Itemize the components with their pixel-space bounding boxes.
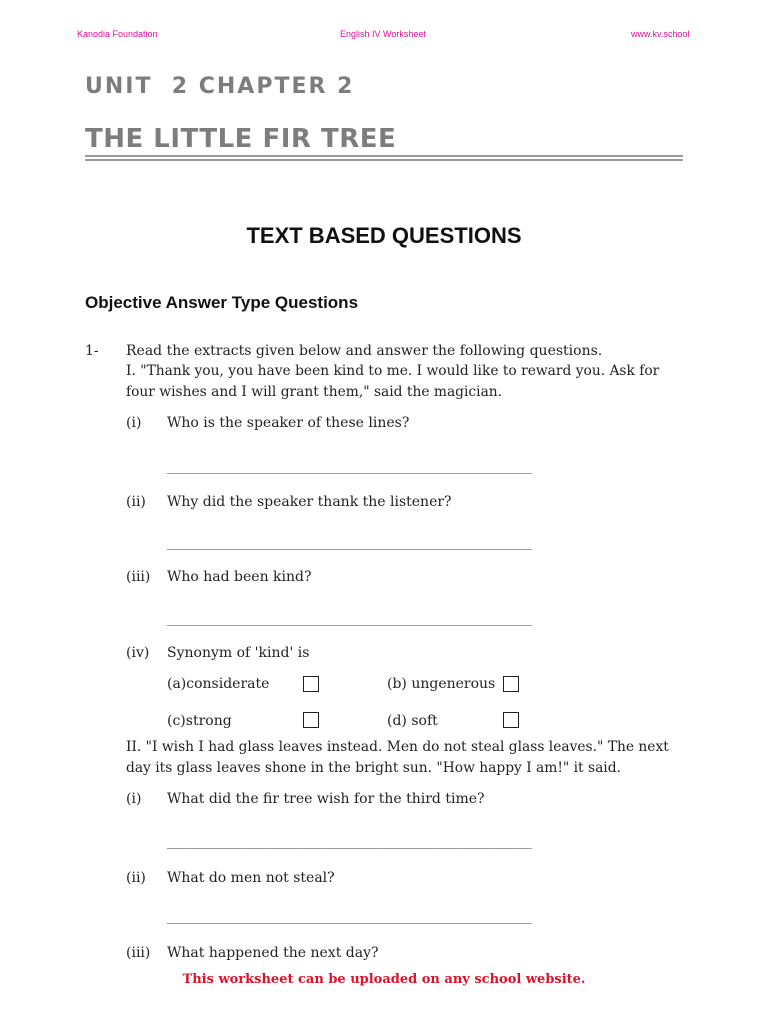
title-underline-top <box>85 155 683 157</box>
item-question: Why did the speaker thank the listener? <box>167 494 452 510</box>
item-question: Who had been kind? <box>167 569 312 585</box>
item-question: What happened the next day? <box>167 945 379 961</box>
item-label: (iii) <box>126 945 151 961</box>
header-left-text: Kanodia Foundation <box>77 29 158 39</box>
option-d-label: (d) soft <box>387 713 438 729</box>
option-c-checkbox[interactable] <box>303 712 319 728</box>
item-question: What do men not steal? <box>167 870 335 886</box>
chapter-title: THE LITTLE FIR TREE <box>85 124 397 154</box>
title-underline-bottom <box>85 159 683 161</box>
item-label: (ii) <box>126 870 146 886</box>
subsection-title: Objective Answer Type Questions <box>85 293 359 312</box>
option-b-checkbox[interactable] <box>503 676 519 692</box>
answer-line[interactable]: _____________________________________________________ <box>167 536 532 550</box>
item-label: (i) <box>126 791 142 807</box>
extract-two-text: II. "I wish I had glass leaves instead. Men do not steal glass leaves." The next day its glass leaves shone in the bright sun. "How happy I am!" it said. <box>126 739 669 776</box>
option-a-checkbox[interactable] <box>303 676 319 692</box>
header-center-text: English IV Worksheet <box>340 29 426 39</box>
extract-one-text: I. "Thank you, you have been kind to me. I would like to reward you. Ask for four wishes and I will grant them," said the magician. <box>126 363 660 400</box>
option-a-label: (a)considerate <box>167 676 270 692</box>
item-label: (iii) <box>126 569 151 585</box>
item-label: (iv) <box>126 645 150 661</box>
item-question: Who is the speaker of these lines? <box>167 415 410 431</box>
question-number: 1- <box>85 343 99 359</box>
section-title: TEXT BASED QUESTIONS <box>246 223 522 248</box>
header-right-text: www.kv.school <box>631 29 690 39</box>
item-question: Synonym of 'kind' is <box>167 645 310 661</box>
answer-line[interactable]: _____________________________________________________ <box>167 910 532 924</box>
option-b-label: (b) ungenerous <box>387 676 496 692</box>
item-question: What did the fir tree wish for the third time? <box>167 791 485 807</box>
option-c-label: (c)strong <box>167 713 232 729</box>
answer-line[interactable]: _____________________________________________________ <box>167 460 532 474</box>
answer-line[interactable]: _____________________________________________________ <box>167 835 532 849</box>
footer-notice: This worksheet can be uploaded on any school website. <box>182 972 586 987</box>
unit-heading: UNIT 2 CHAPTER 2 <box>85 74 355 99</box>
item-label: (ii) <box>126 494 146 510</box>
item-label: (i) <box>126 415 142 431</box>
answer-line[interactable]: _____________________________________________________ <box>167 612 532 626</box>
option-d-checkbox[interactable] <box>503 712 519 728</box>
question-instruction: Read the extracts given below and answer the following questions. <box>126 343 603 359</box>
